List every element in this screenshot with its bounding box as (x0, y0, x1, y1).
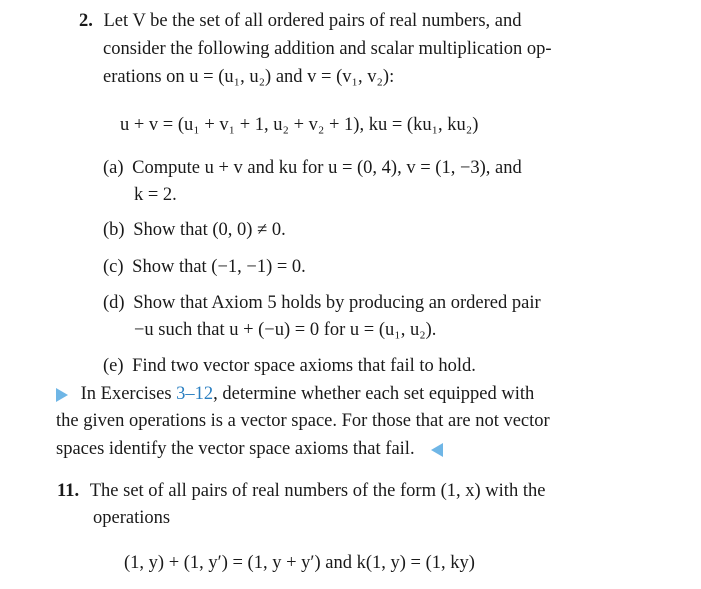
part-text: Find two vector space axioms that fail to hold. (132, 356, 476, 376)
instructions-line: spaces identify the vector space axioms that fail. (56, 436, 443, 462)
instructions-line: In Exercises 3–12, determine whether each set equipped with (56, 381, 534, 407)
operation-formula: (1, y) + (1, y′) = (1, y + y′) and k(1, y) = (1, ky) (124, 553, 475, 573)
operation-formula: u + v = (u₁ + v₁ + 1, u₂ + v₂ + 1), ku = (ku₁, ku₂) (120, 115, 479, 135)
exercise-range-link[interactable]: 3–12 (176, 384, 214, 404)
play-arrow-icon (56, 388, 68, 402)
problem-text-line: erations on u = (u₁, u₂) and v = (v₁, v₂): (103, 67, 395, 87)
part-label: (c) (103, 257, 124, 277)
part-text: Compute u + v and ku for u = (0, 4), v = (1, −3), and (132, 158, 522, 178)
part-text: Show that (−1, −1) = 0. (132, 257, 306, 277)
part-c (103, 254, 306, 280)
problem-number: 2. (79, 11, 93, 31)
part-label: (e) (103, 356, 124, 376)
part-text: k = 2. (134, 185, 177, 205)
part-text: −u such that u + (−u) = 0 for u = (u₁, u₂). (134, 320, 437, 340)
part-text: Show that (0, 0) ≠ 0. (133, 220, 286, 240)
problem-11 (57, 478, 545, 504)
problem-text-line: operations (93, 508, 171, 528)
problem-number: 11. (57, 481, 80, 501)
part-d (103, 290, 541, 316)
part-label: (a) (103, 158, 124, 178)
part-b (103, 217, 286, 243)
problem-2-intro (79, 8, 522, 34)
instructions-line: the given operations is a vector space. For those that are not vector (56, 411, 550, 431)
part-e (103, 353, 476, 379)
problem-text-line: Let V be the set of all ordered pairs of real numbers, and (103, 11, 522, 31)
back-arrow-icon (431, 443, 443, 457)
part-a (103, 155, 522, 181)
problem-text-line: The set of all pairs of real numbers of the form (1, x) with the (89, 481, 546, 501)
problem-text-line: consider the following addition and scalar multiplication op- (103, 39, 552, 59)
part-label: (b) (103, 220, 125, 240)
part-label: (d) (103, 293, 125, 313)
part-text: Show that Axiom 5 holds by producing an ordered pair (133, 293, 541, 313)
